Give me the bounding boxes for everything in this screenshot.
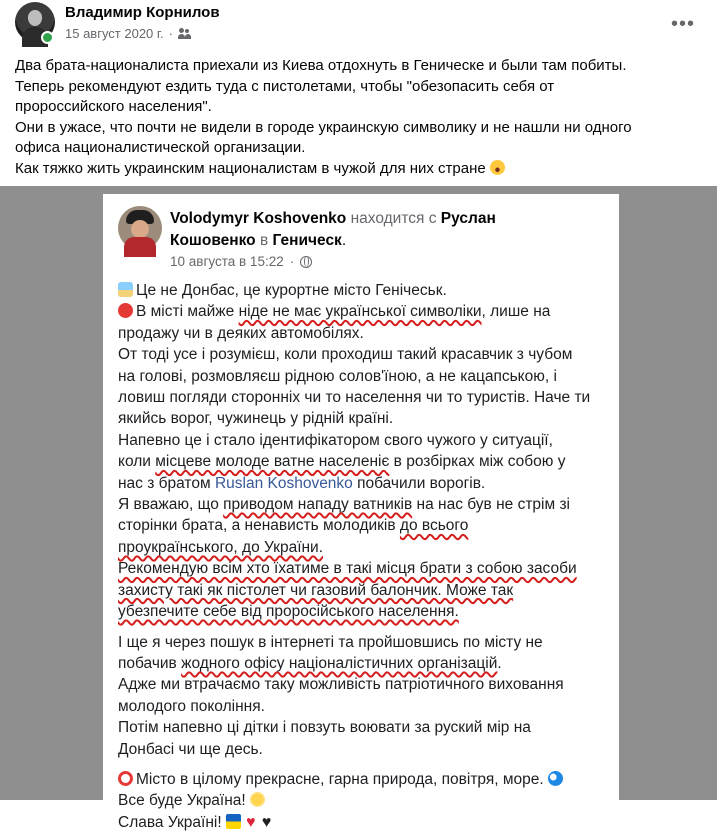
post-text-line: офиса националистической организации. (15, 139, 306, 157)
tagged-person: Руслан (440, 210, 496, 227)
highlighted-text: до всього (399, 517, 469, 535)
post-text-line: Как тяжко жить украинским националистам в чужой для них стране (15, 159, 705, 180)
text-line: Донбасі чи ще десь. (118, 740, 263, 758)
text-line: В місті майже ніде не має української символіки, лише на (118, 301, 613, 322)
highlighted-text: жодного офісу націоналістичних організацій (181, 654, 498, 672)
text-line: Місто в цілому прекрасне, гарна природа, повітря, море. (118, 769, 613, 790)
post-text-line: Они в ужасе, что почти не видели в городе украинскую символику и не нашли ни одного (15, 118, 632, 136)
more-options-button[interactable]: ••• (670, 12, 695, 35)
text-line (118, 601, 613, 622)
text-line: І ще я через пошук в інтернеті та пройшовшись по місту не (118, 633, 543, 651)
globe-icon (300, 256, 312, 268)
inner-author-avatar (118, 206, 162, 250)
ukraine-flag-icon (226, 814, 241, 829)
post-text-line: Два брата-националиста приехали из Киева отдохнуть в Геническе и были там побиты. (15, 57, 627, 74)
island-emoji-icon (118, 282, 133, 297)
text-line: Адже ми втрачаємо таку можливість патріотичного виховання (118, 676, 564, 694)
post-image[interactable] (0, 186, 717, 831)
highlighted-text: захисту такі як пістолет чи газовий балончик. Може так (118, 581, 514, 599)
text-line (118, 537, 613, 558)
text-line: Я вважаю, що приводом нападу ватників на нас був не стрім зі (118, 496, 570, 514)
text-line: Це не Донбас, це курортне місто Генічеськ. (118, 280, 613, 301)
sun-emoji-icon (250, 792, 265, 807)
post-date[interactable]: 15 август 2020 г. (65, 26, 164, 41)
highlighted-text: проукраїнського, до України. (118, 538, 324, 556)
friends-audience-icon[interactable] (178, 28, 191, 39)
text-line: Все буде Україна! (118, 790, 613, 811)
wave-emoji-icon (548, 771, 563, 786)
highlighted-text: убезпечите себе від проросійського населення. (118, 603, 459, 621)
red-ring-emoji-icon (118, 771, 133, 786)
text-line: сторінки брата, а ненависть молодиків до всього (118, 517, 469, 535)
text-line: побачив жодного офісу націоналістичних організацій. (118, 654, 502, 672)
mention-link: Ruslan Koshovenko (214, 474, 353, 492)
highlighted-text: ніде не має української символіки (238, 303, 482, 321)
text-line (118, 580, 613, 601)
highlighted-text: Рекомендую всім хто їхатиме в такі місця брати з собою засоби (118, 560, 577, 578)
text-line: Напевно це і стало ідентифікатором свого чужого у ситуації, (118, 431, 553, 449)
post-text (15, 56, 705, 180)
text-line: коли місцеве молоде ватне населеніє в розбірках між собою у (118, 453, 566, 471)
laughing-emoji-icon (490, 160, 505, 175)
text-line: ловиш погляди сторонніх чи то населення чи то туристів. Наче ти (118, 389, 591, 407)
text-line: нас з братом Ruslan Koshovenko побачили ворогів. (118, 474, 486, 492)
inner-post-text (118, 280, 613, 833)
post-meta (65, 26, 191, 41)
author-name[interactable]: Владимир Корнилов (65, 4, 220, 21)
highlighted-text: місцеве молоде ватне населеніє (155, 453, 390, 471)
post-text-line: Теперь рекомендуют ездить туда с пистолетами, чтобы "обезопасить себя от (15, 77, 555, 95)
red-heart-icon: ♥ (245, 813, 256, 831)
text-line: на голові, розмовляєш рідною солов'їною, а не кацапською, і (118, 367, 557, 385)
inner-post-header: Volodymyr Koshovenko находится с Руслан Кошовенко в Геническ. (170, 210, 496, 249)
online-status-icon (41, 31, 54, 44)
text-line: Слава Україні! ♥ ♥ (118, 813, 272, 831)
highlighted-text: приводом нападу ватників (223, 496, 413, 514)
post-header (0, 0, 717, 48)
post-text-line: пророссийского населения". (15, 98, 212, 116)
inner-author-name: Volodymyr Koshovenko (170, 210, 347, 227)
inner-post-meta: 10 августа в 15:22 · (170, 254, 312, 269)
red-circle-emoji-icon (118, 303, 133, 318)
text-line: Потім напевно ці дітки і повзуть воювати за руский мір на (118, 719, 531, 737)
text-line (118, 558, 613, 579)
text-line: От тоді усе і розумієш, коли проходиш такий красавчик з чубом (118, 346, 573, 364)
text-line: продажу чи в деяких автомобілях. (118, 324, 364, 342)
text-line: якийсь ворог, чужинець у рідній країні. (118, 410, 394, 428)
inner-post-date: 10 августа в 15:22 (170, 254, 284, 269)
screenshot-card (103, 194, 619, 831)
text-line: молодого покоління. (118, 697, 265, 715)
black-heart-icon: ♥ (261, 813, 272, 831)
meta-separator: · (168, 26, 174, 41)
checkin-place: Геническ (272, 232, 342, 249)
